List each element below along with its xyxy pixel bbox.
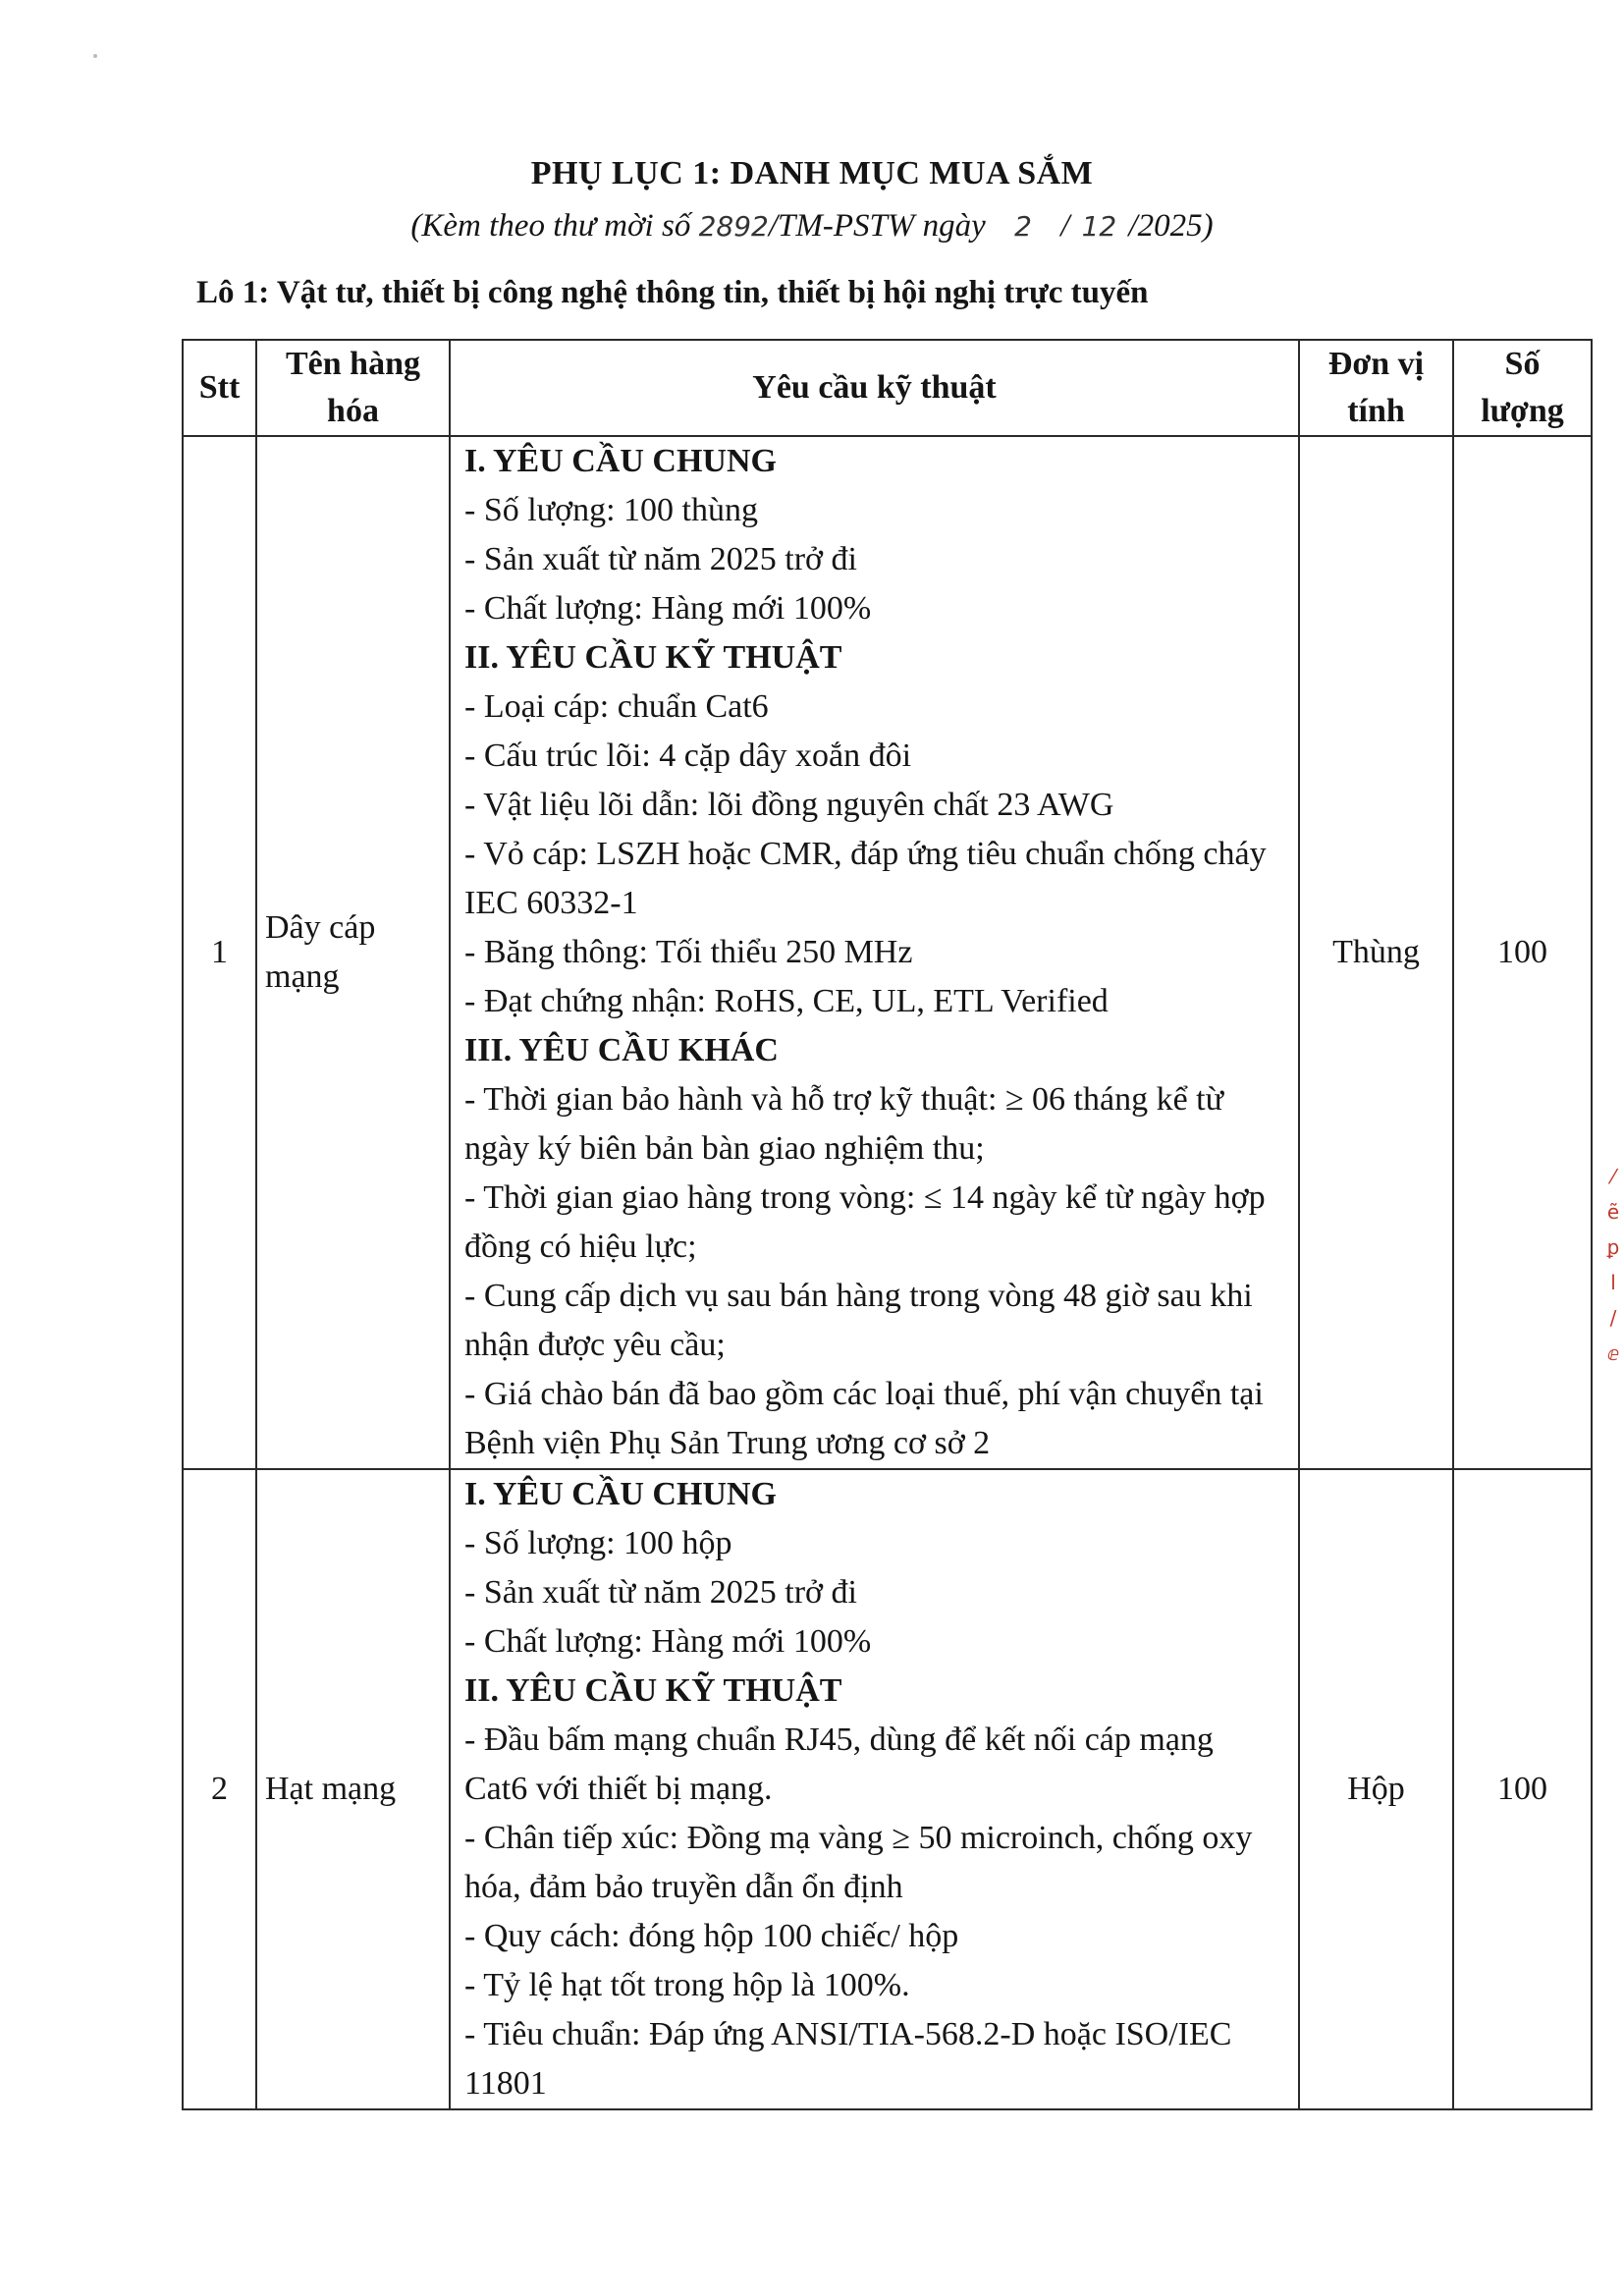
spec-line: - Sản xuất từ năm 2025 trở đi <box>464 541 857 577</box>
row-number: 1 <box>183 436 256 1469</box>
spec-line: - Cung cấp dịch vụ sau bán hàng trong vòng 48 giờ sau khi nhận được yêu cầu; <box>464 1278 1253 1363</box>
technical-requirements <box>450 1469 1299 2109</box>
letter-number: 2892 <box>698 210 769 243</box>
letter-day: 2 <box>1014 210 1032 243</box>
spec-line: - Đầu bấm mạng chuẩn RJ45, dùng để kết nối cáp mạng Cat6 với thiết bị mạng. <box>464 1722 1214 1807</box>
spec-line: - Chân tiếp xúc: Đồng mạ vàng ≥ 50 microinch, chống oxy hóa, đảm bảo truyền dẫn ổn định <box>464 1820 1253 1905</box>
lot-heading: Lô 1: Vật tư, thiết bị công nghệ thông tin, thiết bị hội nghị trực tuyến <box>196 275 1149 310</box>
spec-section-heading: II. YÊU CẦU KỸ THUẬT <box>464 639 842 676</box>
subtitle-prefix: (Kèm theo thư mời số <box>410 208 691 244</box>
quantity: 100 <box>1453 436 1592 1469</box>
table-row <box>183 1469 1592 2109</box>
scan-speck <box>93 54 97 58</box>
spec-section-heading: I. YÊU CẦU CHUNG <box>464 443 777 479</box>
spec-section-heading: III. YÊU CẦU KHÁC <box>464 1032 779 1068</box>
spec-line: - Băng thông: Tối thiểu 250 MHz <box>464 934 913 970</box>
spec-line: - Số lượng: 100 thùng <box>464 492 758 528</box>
page-title: PHỤ LỤC 1: DANH MỤC MUA SẮM <box>530 155 1094 191</box>
spec-line: - Vật liệu lõi dẫn: lõi đồng nguyên chất 23 AWG <box>464 787 1114 823</box>
spec-line: - Tiêu chuẩn: Đáp ứng ANSI/TIA-568.2-D hoặc ISO/IEC 11801 <box>464 2016 1232 2102</box>
header-stt: Stt <box>183 340 256 436</box>
header-name: Tên hàng hóa <box>256 340 450 436</box>
letter-month: 12 <box>1081 210 1117 243</box>
margin-pen-marks: ⁄ ẽ ꝑ l / ⅇ <box>1606 1165 1620 1365</box>
header-qty: Số lượng <box>1453 340 1592 436</box>
spec-line: - Thời gian giao hàng trong vòng: ≤ 14 ngày kể từ ngày hợp đồng có hiệu lực; <box>464 1179 1266 1265</box>
spec-line: - Chất lượng: Hàng mới 100% <box>464 590 872 627</box>
item-name: Hạt mạng <box>256 1469 450 2109</box>
header-unit: Đơn vị tính <box>1299 340 1453 436</box>
row-number: 2 <box>183 1469 256 2109</box>
spec-line: - Cấu trúc lõi: 4 cặp dây xoắn đôi <box>464 738 912 774</box>
spec-line: - Sản xuất từ năm 2025 trở đi <box>464 1574 857 1611</box>
table-header-row <box>183 340 1592 436</box>
table-row <box>183 436 1592 1469</box>
header-spec: Yêu cầu kỹ thuật <box>450 340 1299 436</box>
spec-line: - Quy cách: đóng hộp 100 chiếc/ hộp <box>464 1918 959 1954</box>
spec-line: - Chất lượng: Hàng mới 100% <box>464 1623 872 1660</box>
subtitle: (Kèm theo thư mời số 2892/TM-PSTW ngày 2 / 12 /2025) <box>410 208 1214 244</box>
technical-requirements <box>450 436 1299 1469</box>
spec-line: - Vỏ cáp: LSZH hoặc CMR, đáp ứng tiêu chuẩn chống cháy IEC 60332-1 <box>464 836 1267 921</box>
spec-line: - Giá chào bán đã bao gồm các loại thuế, phí vận chuyển tại Bệnh viện Phụ Sản Trung ương cơ sở 2 <box>464 1376 1264 1461</box>
spec-line: - Tỷ lệ hạt tốt trong hộp là 100%. <box>464 1967 910 2003</box>
spec-line: - Đạt chứng nhận: RoHS, CE, UL, ETL Verified <box>464 983 1109 1019</box>
procurement-table <box>182 339 1593 2110</box>
spec-line: - Số lượng: 100 hộp <box>464 1525 732 1561</box>
spec-section-heading: I. YÊU CẦU CHUNG <box>464 1476 777 1512</box>
subtitle-suffix: /2025) <box>1128 208 1214 244</box>
spec-line: - Thời gian bảo hành và hỗ trợ kỹ thuật: ≥ 06 tháng kể từ ngày ký biên bản bàn giao nghiệm thu; <box>464 1081 1224 1167</box>
unit-of-measure: Thùng <box>1299 436 1453 1469</box>
item-name: Dây cáp mạng <box>256 436 450 1469</box>
unit-of-measure: Hộp <box>1299 1469 1453 2109</box>
quantity: 100 <box>1453 1469 1592 2109</box>
spec-section-heading: II. YÊU CẦU KỸ THUẬT <box>464 1672 842 1709</box>
spec-line: - Loại cáp: chuẩn Cat6 <box>464 688 769 725</box>
subtitle-mid: /TM-PSTW ngày <box>768 208 986 244</box>
